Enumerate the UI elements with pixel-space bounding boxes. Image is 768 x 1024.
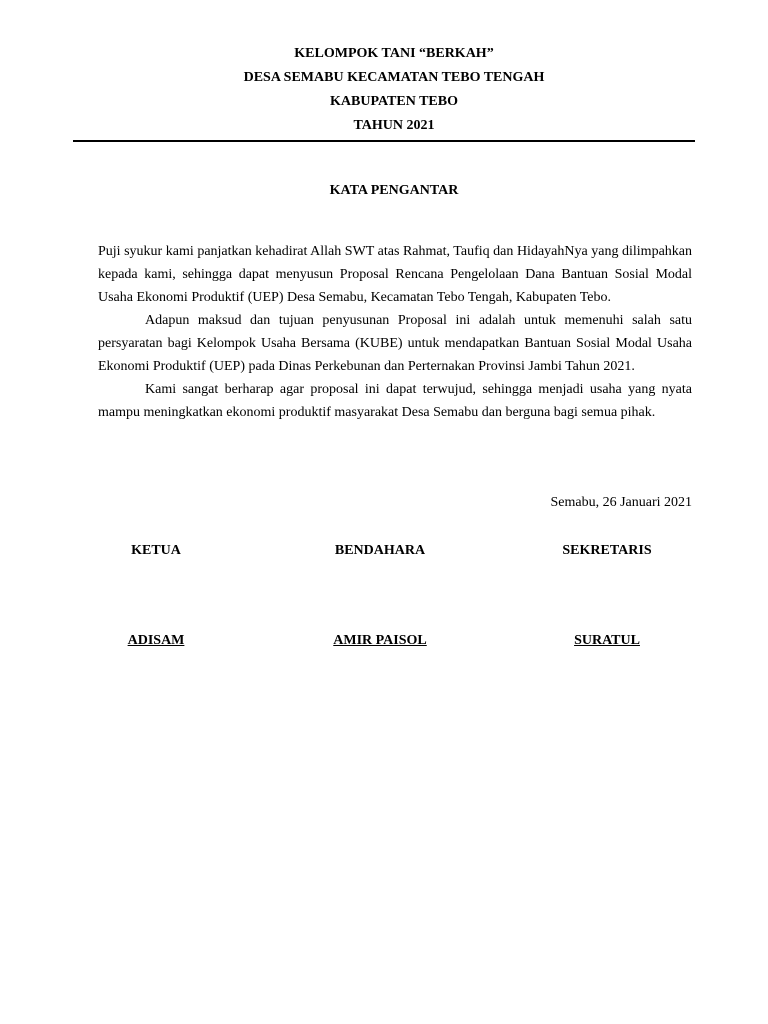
signature-block xyxy=(0,542,768,662)
paragraph-1: Puji syukur kami panjatkan kehadirat Allah SWT atas Rahmat, Taufiq dan HidayahNya yang dilimpahkan kepada kami, sehingga dapat menyusun Proposal Rencana Pengelolaan Dana Bantuan Sosial Modal Usaha Ekonomi Produktif (UEP) Desa Semabu, Kecamatan Tebo Tengah, Kabupaten Tebo. xyxy=(98,244,692,305)
letterhead-regency: KABUPATEN TEBO xyxy=(330,94,458,109)
signature-name: ADISAM xyxy=(127,633,185,648)
signature-role: KETUA xyxy=(131,543,181,558)
letterhead-year: TAHUN 2021 xyxy=(353,118,435,133)
signature-role: SEKRETARIS xyxy=(562,543,652,558)
body-text xyxy=(98,240,692,424)
letterhead-divider xyxy=(73,140,695,142)
signature-bendahara xyxy=(280,542,480,650)
paragraph-2: Adapun maksud dan tujuan penyusunan Proposal ini adalah untuk memenuhi salah satu persyaratan bagi Kelompok Usaha Bersama (KUBE) untuk mendapatkan Bantuan Sosial Modal Usaha Ekonomi Produktif (UEP) pada Dinas Perkebunan dan Perternakan Provinsi Jambi Tahun 2021. xyxy=(98,313,692,374)
signature-role: BENDAHARA xyxy=(334,543,426,558)
letterhead-group-name: KELOMPOK TANI “BERKAH” xyxy=(294,46,494,61)
signature-name: SURATUL xyxy=(574,633,640,648)
signature-name: AMIR PAISOL xyxy=(333,633,427,648)
signature-ketua xyxy=(56,542,256,650)
date-line: Semabu, 26 Januari 2021 xyxy=(550,495,692,510)
section-title xyxy=(0,182,768,200)
letterhead-village: DESA SEMABU KECAMATAN TEBO TENGAH xyxy=(243,70,545,85)
paragraph-3: Kami sangat berharap agar proposal ini dapat terwujud, sehingga menjadi usaha yang nyata mampu meningkatkan ekonomi produktif masyarakat Desa Semabu dan berguna bagi semua pihak. xyxy=(98,382,692,420)
letterhead xyxy=(0,42,768,138)
section-title-text: KATA PENGANTAR xyxy=(329,183,459,198)
signature-sekretaris xyxy=(507,542,707,650)
